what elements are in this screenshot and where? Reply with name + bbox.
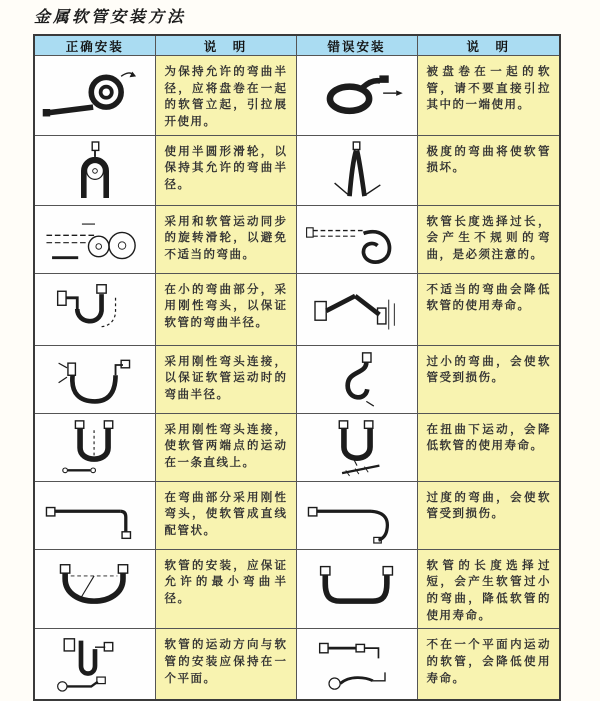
correct-desc-text: 使用半圆形滑轮，以保持其允许的弯曲半径。 — [164, 145, 288, 192]
wrong-desc-cell — [417, 481, 560, 549]
correct-desc-cell — [155, 481, 296, 549]
correct-image-cell — [34, 205, 155, 273]
wrong-desc-cell — [417, 205, 560, 273]
table-row — [34, 345, 560, 413]
correct-image-cell — [34, 413, 155, 481]
correct-desc-cell — [155, 205, 296, 273]
coiled-hose-flat-pull-icon — [301, 65, 413, 125]
table-row — [34, 629, 560, 700]
installation-table — [33, 34, 561, 701]
too-small-bend-icon — [301, 349, 413, 409]
straight-line-motion-icon — [39, 417, 151, 477]
improper-bend-icon — [301, 279, 413, 339]
header-row — [34, 35, 560, 56]
correct-desc-cell — [155, 56, 296, 136]
header-correct-install: 正确安装 — [34, 35, 155, 56]
min-bend-radius-icon — [39, 559, 151, 619]
correct-image-cell — [34, 345, 155, 413]
correct-desc-cell — [155, 273, 296, 345]
table-row — [34, 549, 560, 629]
wrong-image-cell — [296, 413, 417, 481]
table-row — [34, 413, 560, 481]
correct-desc-text: 为保持允许的弯曲半径，应将盘卷在一起的软管立起，引拉展开使用。 — [164, 66, 288, 129]
wrong-desc-cell — [417, 345, 560, 413]
table-row — [34, 56, 560, 136]
table-row — [34, 273, 560, 345]
correct-desc-cell — [155, 549, 296, 629]
wrong-desc-cell — [417, 413, 560, 481]
hose-over-pulley-icon — [39, 140, 151, 200]
wrong-desc-text: 被盘卷在一起的软管，请不要直接引拉其中的一端使用。 — [426, 66, 551, 112]
wrong-image-cell — [296, 56, 417, 136]
correct-image-cell — [34, 549, 155, 629]
rigid-elbow-small-bend-icon — [39, 279, 151, 339]
correct-desc-text: 采用刚性弯头连接，使软管两端点的运动在一条直线上。 — [164, 423, 288, 470]
synchronized-roller-icon — [39, 209, 151, 269]
wrong-desc-cell — [417, 629, 560, 700]
wrong-desc-cell — [417, 273, 560, 345]
wrong-image-cell — [296, 135, 417, 205]
hose-too-long-icon — [301, 209, 413, 269]
correct-desc-text: 在小的弯曲部分，采用刚性弯头，以保证软管的弯曲半径。 — [164, 283, 288, 330]
correct-desc-cell — [155, 629, 296, 700]
wrong-desc-cell — [417, 549, 560, 629]
wrong-desc-text: 极度的弯曲将使软管损坏。 — [426, 145, 551, 175]
excessive-bend-icon — [301, 485, 413, 545]
table-body — [34, 56, 560, 700]
correct-desc-text: 在弯曲部分采用刚性弯头，使软管成直线配管状。 — [164, 491, 288, 538]
header-description-2: 说 明 — [417, 35, 560, 56]
twisted-motion-icon — [301, 417, 413, 477]
wrong-image-cell — [296, 481, 417, 549]
wrong-desc-text: 不在一个平面内运动的软管，会降低使用寿命。 — [426, 639, 551, 685]
wrong-desc-cell — [417, 56, 560, 136]
correct-desc-cell — [155, 345, 296, 413]
wrong-desc-text: 过度的弯曲，会使软管受到损伤。 — [426, 491, 551, 521]
correct-desc-text: 软管的运动方向与软管的安装应保持在一个平面。 — [164, 639, 288, 685]
wrong-image-cell — [296, 629, 417, 700]
too-short-flat-icon — [301, 559, 413, 619]
wrong-image-cell — [296, 549, 417, 629]
correct-desc-cell — [155, 135, 296, 205]
correct-desc-text: 采用和软管运动同步的旋转滑轮，以避免不适当的弯曲。 — [164, 215, 288, 262]
correct-desc-cell — [155, 413, 296, 481]
correct-image-cell — [34, 481, 155, 549]
table-row — [34, 135, 560, 205]
out-of-plane-icon — [301, 634, 413, 694]
straight-pipe-config-icon — [39, 485, 151, 545]
wrong-desc-cell — [417, 135, 560, 205]
correct-image-cell — [34, 273, 155, 345]
wrong-desc-text: 不适当的弯曲会降低软管的使用寿命。 — [426, 283, 551, 313]
wrong-desc-text: 软管长度选择过长，会产生不规则的弯曲，是必须注意的。 — [426, 215, 551, 262]
wrong-desc-text: 过小的弯曲，会使软管受到损伤。 — [426, 355, 551, 385]
header-wrong-install: 错误安装 — [296, 35, 417, 56]
page-title: 金属软管安装方法 — [34, 7, 187, 26]
wrong-desc-text: 软管的长度选择过短，会产生软管过小的弯曲，降低软管的使用寿命。 — [426, 559, 551, 622]
rigid-elbow-connect-icon — [39, 349, 151, 409]
wrong-image-cell — [296, 205, 417, 273]
coiled-hose-upright-icon — [39, 65, 151, 125]
wrong-image-cell — [296, 273, 417, 345]
correct-desc-text: 采用刚性弯头连接，以保证软管运动时的弯曲半径。 — [164, 355, 288, 402]
wrong-image-cell — [296, 345, 417, 413]
single-plane-icon — [39, 634, 151, 694]
correct-desc-text: 软管的安装，应保证允许的最小弯曲半径。 — [164, 559, 288, 606]
table-row — [34, 205, 560, 273]
correct-image-cell — [34, 56, 155, 136]
correct-image-cell — [34, 629, 155, 700]
extreme-bend-icon — [301, 140, 413, 200]
table-row — [34, 481, 560, 549]
correct-image-cell — [34, 135, 155, 205]
header-description-1: 说 明 — [155, 35, 296, 56]
wrong-desc-text: 在扭曲下运动，会降低软管的使用寿命。 — [426, 423, 551, 453]
